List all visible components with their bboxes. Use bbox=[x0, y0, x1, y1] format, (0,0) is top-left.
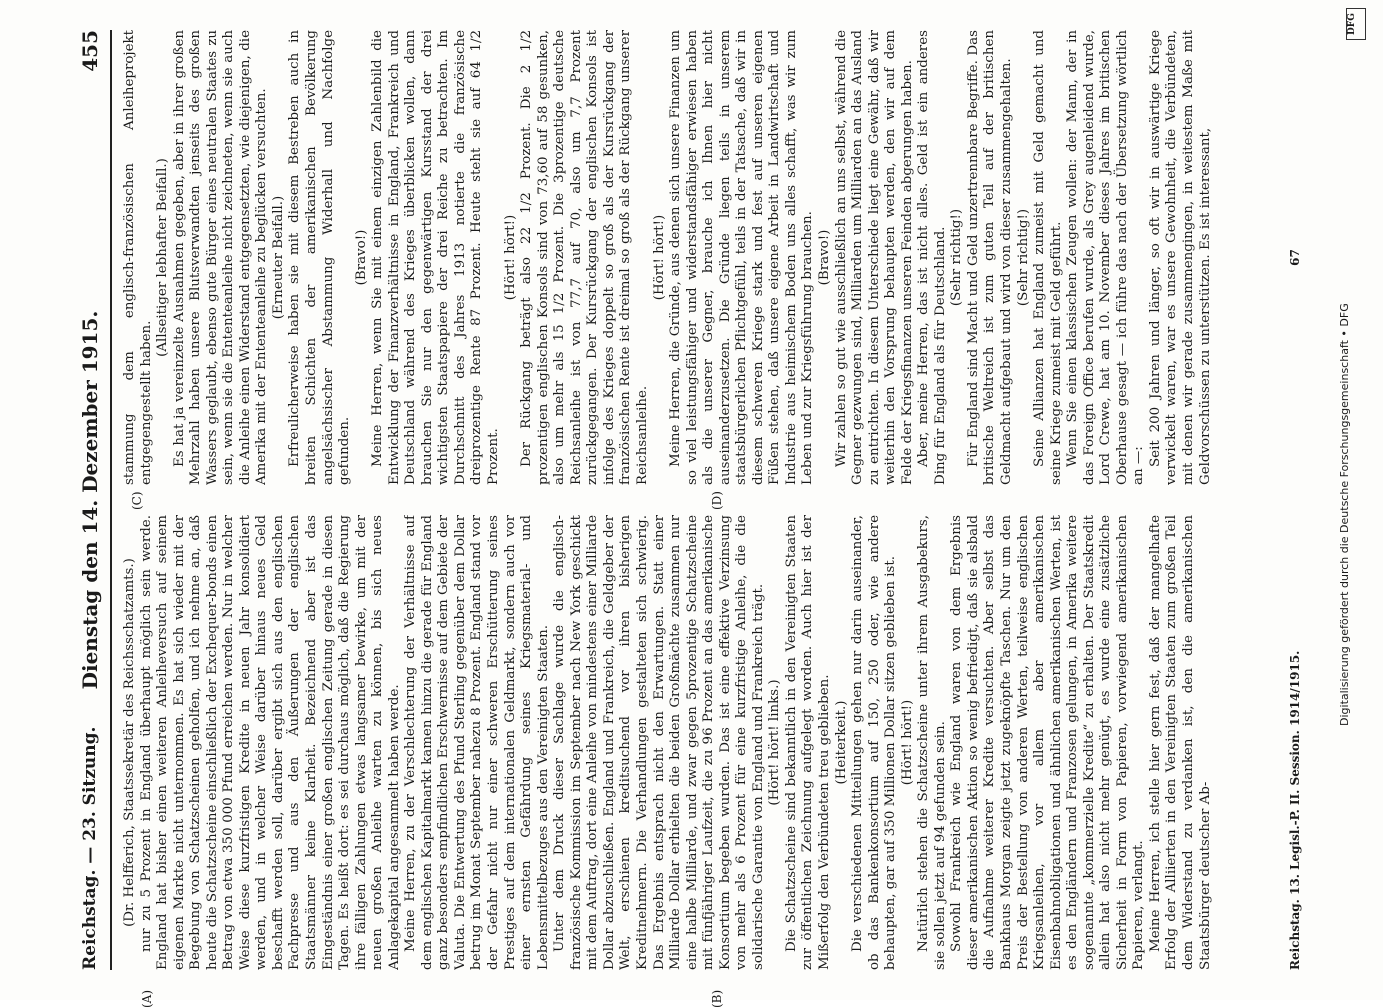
paragraph: Es hat ja vereinzelte Ausnahmen gegeben, aber in ihrer großen Mehrzahl haben unsere Blutsverwandten jenseits des großen Wassers geglaubt, ebenso gute Bürger eines neutralen Staates zu sein, wenn sie die Ententeanleihe nicht zeichneten, wenn sie auch die Anleihe einen Widerstand entgegensetzten, wie diejenigen, die Amerika mit der Ententeanleihe zu beglücken versuchten. bbox=[171, 30, 270, 485]
paragraph: (Dr. Helfferich, Staatssekretär des Reichsschatzamts.) bbox=[122, 558, 137, 927]
interjection: (Sehr richtig!) bbox=[1015, 208, 1031, 307]
interjection: (Heiterkeit.) bbox=[833, 700, 849, 785]
left-column bbox=[122, 515, 1282, 970]
interjection: (Hört! hört!) bbox=[502, 214, 518, 301]
footer-publication: Reichstag. 13. Legisl.-P. II. Session. 1914/1915. bbox=[1288, 650, 1302, 970]
paragraph: Meine Herren, zu der Verschlechterung der Verhältnisse auf dem englischen Kapitalmarkt kamen hinzu die gerade für England ganz besonders empfindlichen Erschwernisse auf dem Gebiete der Valuta. Die Entwertung des Pfund Sterling gegenüber dem Dollar betrug im Monat September nahezu 8 Prozent. England stand vor der Gefahr nicht nur einer schweren Erschütterung seines Prestiges auf dem internationalen Geldmarkt, sondern auch vor einer ernsten Gefährdung seines Kriegsmaterial- und Lebensmittelbezuges aus den Vereinigten Staaten. bbox=[403, 515, 551, 970]
paragraph: Der Rückgang beträgt also 22 1/2 Prozent. Die 2 1/2 prozentigen englischen Konsols sind von 73,60 auf 58 gesunken, also um mehr als 15 1/2 Prozent. Die 3prozentige deutsche Reichsanleihe ist von 77,7 auf 70, also um 7,7 Prozent zurückgegangen. Der Kursrückgang der englischen Konsols ist infolge des Krieges doppelt so groß als der Kursrückgang der französischen Rente ist dreimal so groß als der Rückgang unserer Reichsanleihe. bbox=[519, 30, 650, 485]
paragraph: Wenn Sie einen klassischen Zeugen wollen: der Mann, der in das Foreign Office berufen wurde, als Grey augenleidend wurde, Lord Crewe, hat am 10. November dieses Jahres im britischen Oberhause gesagt — ich führe das nach der Übersetzung wörtlich an —: bbox=[1065, 30, 1147, 485]
paragraph: Für England sind Macht und Geld unzertrennbare Begriffe. Das britische Weltreich ist zum guten Teil auf der britischen Geldmacht aufgebaut und wird von dieser zusammengehalten. bbox=[965, 30, 1014, 485]
paragraph: Aber, meine Herren, das ist nicht alles. Geld ist ein anderes Ding für England als für Deutschland. bbox=[916, 30, 948, 485]
interjection: (Hört! hört!) bbox=[899, 699, 915, 786]
page-header bbox=[70, 30, 112, 970]
paragraph: stammung dem englisch-französischen Anleiheprojekt entgegengestellt haben. bbox=[122, 30, 154, 485]
interjection: (Sehr richtig!) bbox=[949, 208, 965, 307]
interjection: (Erneuter Beifall.) bbox=[270, 195, 286, 320]
interjection: (Hört! hört!) bbox=[651, 214, 667, 301]
interjection: (Bravo!) bbox=[816, 229, 832, 286]
interjection: (Allseitiger lebhafter Beifall.) bbox=[155, 158, 171, 357]
interjection: (Bravo!) bbox=[353, 229, 369, 286]
interjection: (Hört! hört! links.) bbox=[767, 679, 783, 806]
paragraph: Meine Herren, die Gründe, aus denen sich unsere Finanzen um so viel leistungsfähiger und widerstandsfähiger erwiesen haben als die unserer Gegner, brauche ich Ihnen hier nicht auseinanderzusetzen. Die Gründe liegen teils in unserem staatsbürgerlichen Pflichtgefühl, teils in der Tatsache, daß wir in diesem schweren Kriege stark und fest auf unseren eigenen Füßen stehen, daß unsere eigene Arbeit in Landwirtschaft und Industrie aus heimischem Boden uns alles schafft, was wir zum Leben und zur Kriegsführung brauchen. bbox=[668, 30, 816, 485]
paragraph: Seine Allianzen hat England zumeist mit Geld gemacht und seine Kriege zumeist mit Geld geführt. bbox=[1032, 30, 1064, 485]
paragraph: Natürlich stehen die Schatzscheine unter ihrem Ausgabekurs, sie sollen jetzt auf 94 gefunden sein. bbox=[916, 515, 948, 970]
paragraph: Unter dem Druck dieser Sachlage wurde die englisch-französische Kommission im September nach New York geschickt mit dem Auftrag, dort eine Anleihe von mindestens einer Milliarde Dollar abzuschließen. England und Frankreich, die Geldgeber der Welt, erschienen kreditsuchend vor ihren bisherigen Kreditnehmern. Die Verhandlungen gestalteten sich schwierig. Das Ergebnis entsprach nicht den Erwartungen. Statt einer Milliarde Dollar erhielten die beiden Großmächte zusammen nur eine halbe Milliarde, und zwar gegen 5prozentige Schatzscheine mit fünfjähriger Laufzeit, die zu 96 Prozent an das amerikanische Konsortium begeben wurden. Das ist eine effektive Verzinsung von mehr als 6 Prozent für eine kurzfristige Anleihe, die die solidarische Garantie von England und Frankreich trägt. bbox=[552, 515, 766, 970]
header-session: Reichstag. — 23. Sitzung. bbox=[80, 726, 100, 970]
margin-marker-a: (A) bbox=[140, 989, 154, 1008]
digitization-sidebar bbox=[1338, 6, 1378, 994]
footer-sheet-number: 67 bbox=[1288, 249, 1302, 266]
paragraph: Meine Herren, ich stelle hier gern fest, daß der mangelhafte Erfolg der Alliierten in den Vereinigten Staaten zum großen Teil dem Widerstand zu verdanken ist, den die amerikanischen Staatsbürger deutscher Ab- bbox=[1147, 515, 1213, 970]
paragraph: Meine Herren, wenn Sie mit einem einzigen Zahlenbild die Entwicklung der Finanzverhältnisse in England, Frankreich und Deutschland während des Krieges überblicken wollen, dann brauchen Sie nur den gegenwärtigen Kursstand der drei wichtigsten Staatspapiere der drei Reiche zu betrachten. Im Durchschnitt des Jahres 1913 notierte die französische dreiprozentige Rente 87 Prozent. Heute steht sie auf 64 1/2 Prozent. bbox=[370, 30, 502, 485]
paragraph: Wir zahlen so gut wie ausschließlich an uns selbst, während die Gegner gezwungen sind, Milliarden um Milliarden an das Ausland zu entrichten. In diesem Unterschiede liegt eine Gewähr, daß wir weiterhin den Vorsprung behaupten werden, den wir auf dem Felde der Kriegsfinanzen unseren Feinden abgerungen haben. bbox=[833, 30, 915, 485]
page-footer bbox=[1288, 249, 1302, 970]
margin-marker-c: (C) bbox=[130, 491, 144, 510]
funding-notice: Digitalisierung gefördert durch die Deutsche Forschungsgemeinschaft • DFG bbox=[1338, 303, 1351, 726]
header-date: Dienstag den 14. Dezember 1915. bbox=[78, 310, 102, 690]
margin-marker-d: (D) bbox=[710, 491, 724, 510]
paragraph: Sowohl Frankreich wie England waren von dem Ergebnis dieser amerikanischen Aktion so wenig befriedigt, daß sie alsbald die Aufnahme weiterer Kredite versuchten. Aber selbst das Bankhaus Morgan zeigte jetzt zugeknöpfte Taschen. Nur um den Preis der Bestellung von anderen Werten, teilweise englischen Kriegsanleihen, vor allem aber amerikanischen Eisenbahnobligationen und ähnlichen amerikanischen Werten, ist es den Engländern und Franzosen gelungen, in Amerika weitere sogenannte „kommerzielle Kredite“ zu erhalten. Der Staatskredit allein hat also nicht mehr genügt, es wurde eine zusätzliche Sicherheit in Form von Papieren, vorwiegend amerikanischen Papieren, verlangt. bbox=[949, 515, 1147, 970]
page-number: 455 bbox=[78, 30, 102, 72]
margin-marker-b: (B) bbox=[710, 989, 724, 1008]
quotation: Seit 200 Jahren und länger, so oft wir in auswärtige Kriege verwickelt waren, war es unsere Gewohnheit, die Verbündeten, mit denen wir gerade zusammengingen, in weitestem Maße mit Geldvorschüssen zu unterstützen. Es ist interessant, bbox=[1147, 30, 1213, 485]
rotated-newspaper-page bbox=[70, 30, 1330, 1008]
right-column bbox=[122, 30, 1282, 485]
paragraph: nur zu 5 Prozent in England überhaupt möglich sein werde. England hat bisher einen weiteren Anleiheversuch auf seinem eigenen Markte nicht unternommen. Es hat sich wieder mit der Begebung von Schatzscheinen geholfen, und ich nehme an, daß heute die Schatzscheine einschließlich der Exchequer-bonds einen Betrag von etwa 350 000 Pfund erreichen werden. Nur in welcher Weise diese kurzfristigen Kredite in neuen Jahr konsolidiert werden, und in welcher Weise darüber hinaus neues Geld beschafft werden soll, darüber ergibt sich aus den englischen Fachpresse und aus den Äußerungen der englischen Staatsmänner keine Klarheit. Bezeichnend aber ist das Eingeständnis einer großen englischen Zeitung gerade in diesen Tagen. Es heißt dort: es sei durchaus möglich, daß die Regierung ihre fälligen Zahlungen etwas langsamer bewirke, um mit der neuen großen Anleihe warten zu können, bis sich neues Anlagekapital angesammelt haben werde. bbox=[138, 515, 402, 970]
dfg-logo: DFG bbox=[1346, 8, 1366, 40]
paragraph: Erfreulicherweise haben sie mit diesem Bestreben auch in breiten Schichten der amerikanischen Bevölkerung angelsächsischer Abstammung Widerhall und Nachfolge gefunden. bbox=[287, 30, 353, 485]
paragraph: Die verschiedenen Mitteilungen gehen nur darin auseinander, ob das Bankenkonsortium auf 150, 250 oder, wie andere behaupten, gar auf 350 Millionen Dollar sitzen geblieben ist. bbox=[850, 515, 899, 970]
paragraph: Die Schatzscheine sind bekanntlich in den Vereinigten Staaten zur öffentlichen Zeichnung aufgelegt worden. Auch hier ist der Mißerfolg den Verbündeten treu geblieben. bbox=[783, 515, 832, 970]
